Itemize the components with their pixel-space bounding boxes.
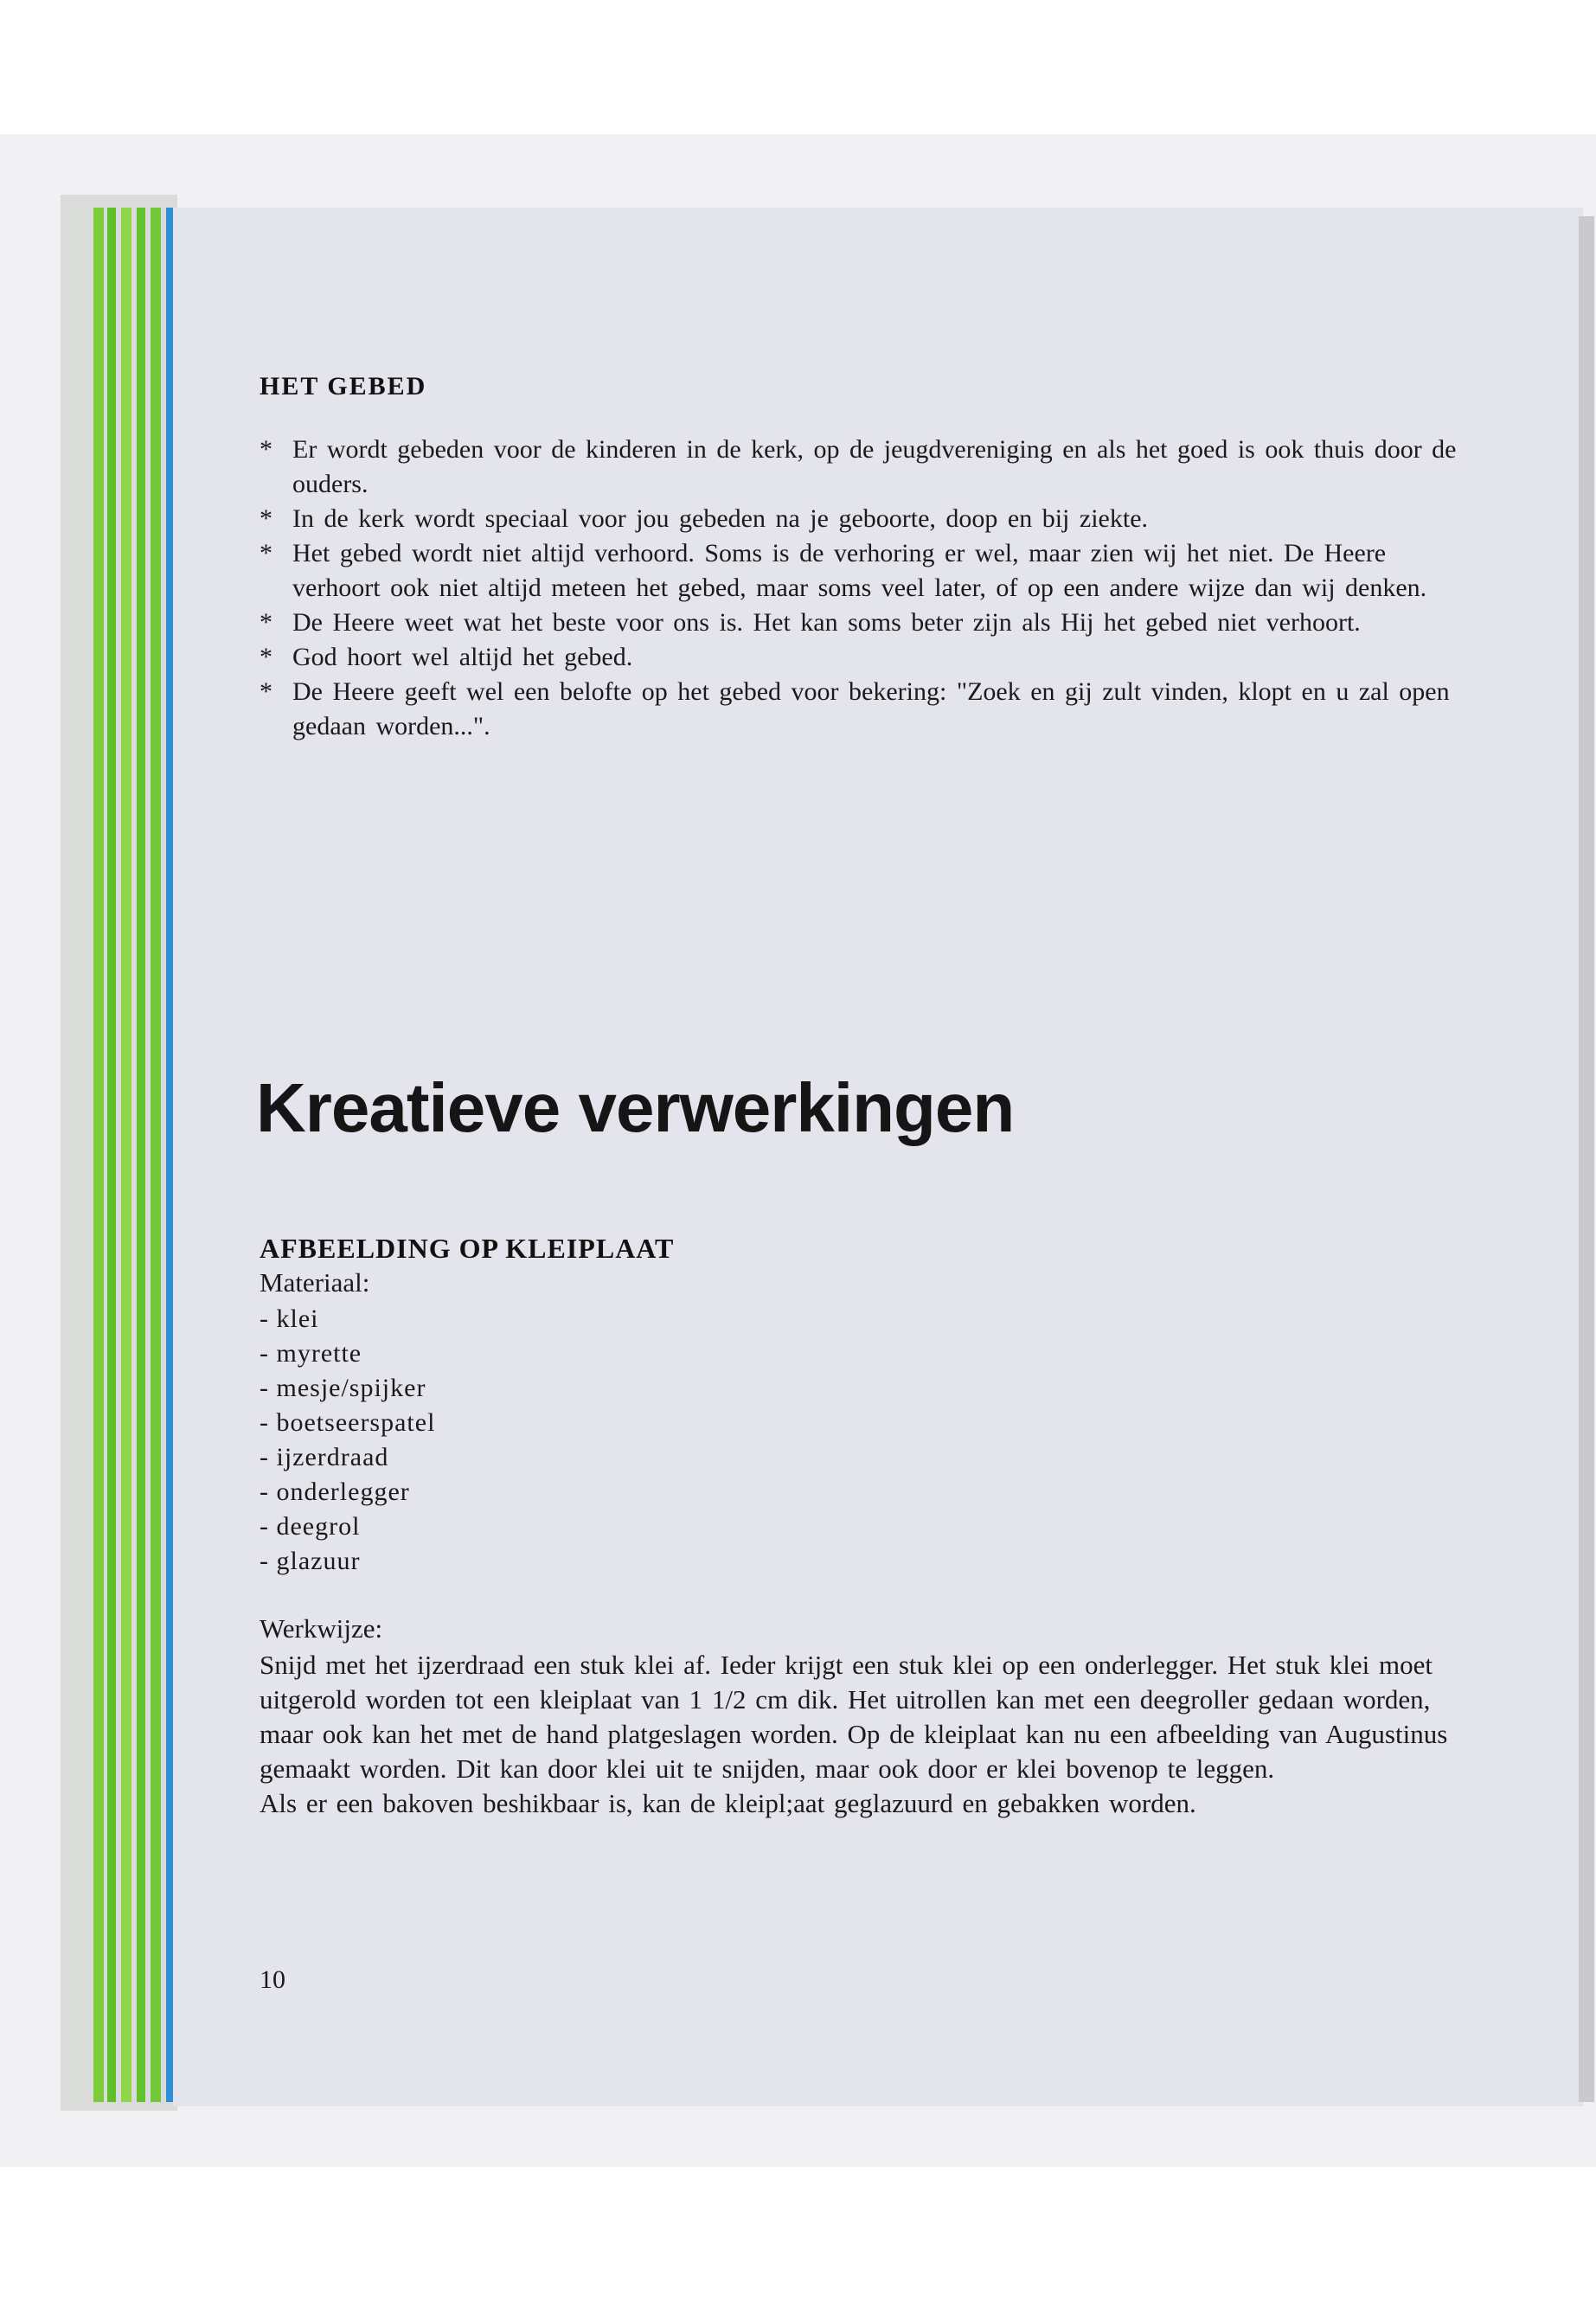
page-edge-stripe — [121, 208, 131, 2102]
bullet-item — [260, 502, 1462, 536]
page-number: 10 — [260, 1965, 285, 1994]
method-paragraph: Snijd met het ijzerdraad een stuk klei af. Ieder krijgt een stuk klei op een onderlegger. Het stuk klei moet uitgerold worden tot een kleiplaat van 1 1/2 cm dik. Het uitrollen kan met een deegroller gedaan worden, maar ook kan het met de hand platgeslagen worden. Op de kleiplaat kan nu een afbeelding van Augustinus gemaakt worden. Dit kan door klei uit te snijden, maar ook door er klei bovenop te leggen. — [260, 1650, 1448, 1784]
materials-list — [260, 1302, 435, 1579]
materials-label: Materiaal: — [260, 1267, 370, 1298]
bullet-marker: * — [260, 435, 272, 464]
material-item: - glazuur — [260, 1547, 361, 1575]
bullet-item — [260, 675, 1462, 744]
page-edge-stripe-blue — [166, 208, 173, 2102]
bullet-text: Het gebed wordt niet altijd verhoord. Soms is de verhoring er wel, maar zien wij het niet. De Heere verhoort ook niet altijd meteen het gebed, maar soms veel later, of op een andere wijze dan wij denken. — [292, 539, 1427, 602]
bullet-text: God hoort wel altijd het gebed. — [292, 643, 633, 671]
page-edge-stripe — [107, 208, 116, 2102]
material-item: - ijzerdraad — [260, 1443, 389, 1471]
page-edge-stripe — [93, 208, 104, 2102]
bullet-text: De Heere weet wat het beste voor ons is. Het kan soms beter zijn als Hij het gebed niet verhoort. — [292, 608, 1361, 637]
bullet-marker: * — [260, 504, 272, 533]
bullet-item — [260, 536, 1462, 606]
bullet-marker: * — [260, 608, 272, 637]
bullet-marker: * — [260, 643, 272, 671]
creative-title: Kreatieve verwerkingen — [256, 1069, 1015, 1146]
bullet-item — [260, 640, 1462, 675]
bullet-text: In de kerk wordt speciaal voor jou gebeden na je geboorte, doop en bij ziekte. — [292, 504, 1149, 533]
bullet-item — [260, 433, 1462, 502]
page-edge-stripe — [151, 208, 161, 2102]
section-heading: HET GEBED — [260, 372, 427, 401]
bullet-text: De Heere geeft wel een belofte op het gebed voor bekering: "Zoek en gij zult vinden, klopt en u zal open gedaan worden...". — [292, 677, 1450, 740]
page-edge-stripe — [137, 208, 145, 2102]
bullet-marker: * — [260, 677, 272, 706]
material-item: - deegrol — [260, 1512, 361, 1541]
method-label: Werkwijze: — [260, 1613, 383, 1644]
method-paragraph: Als er een bakoven beshikbaar is, kan de kleipl;aat geglazuurd en gebakken worden. — [260, 1788, 1196, 1818]
material-item: - boetseerspatel — [260, 1408, 436, 1437]
material-item: - onderlegger — [260, 1477, 410, 1506]
bullet-text: Er wordt gebeden voor de kinderen in de kerk, op de jeugdvereniging en als het goed is ook thuis door de ouders. — [292, 435, 1457, 498]
bullet-marker: * — [260, 539, 272, 567]
material-item: - mesje/spijker — [260, 1374, 426, 1402]
material-item: - myrette — [260, 1339, 362, 1368]
page-right-edge — [1579, 216, 1594, 2102]
bullet-item — [260, 606, 1462, 640]
activity-heading: AFBEELDING OP KLEIPLAAT — [260, 1233, 675, 1264]
method-text — [260, 1648, 1462, 1821]
prayer-bullet-list — [260, 433, 1462, 744]
material-item: - klei — [260, 1304, 319, 1333]
